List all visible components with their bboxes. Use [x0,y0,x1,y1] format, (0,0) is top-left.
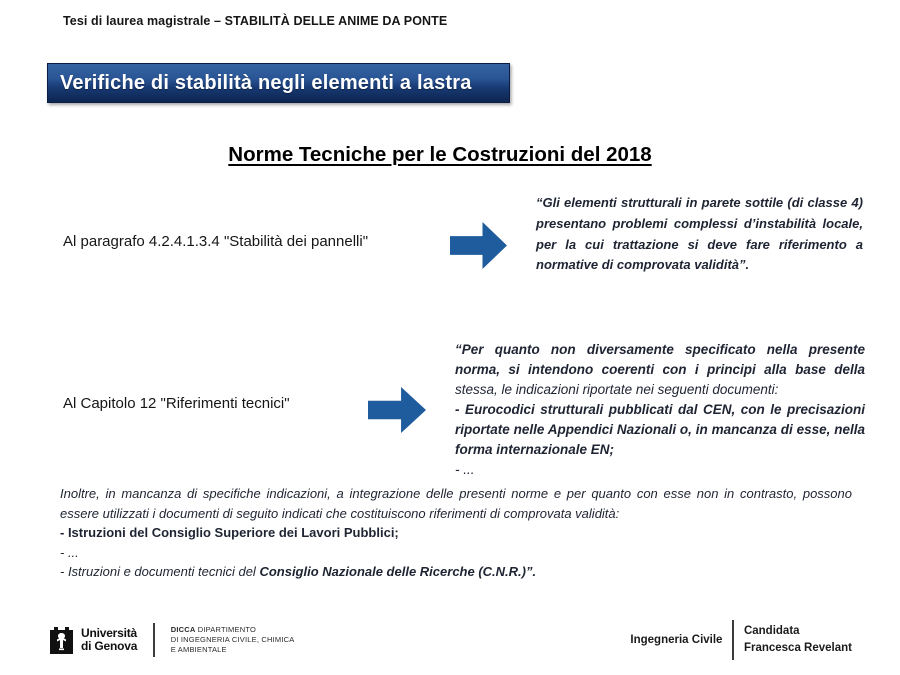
section-banner [47,63,510,103]
thesis-header: Tesi di laurea magistrale – STABILITÀ DELLE ANIME DA PONTE [63,14,448,28]
additional-note [60,484,852,582]
candidate-info: Candidata Francesca Revelant [743,624,852,654]
footer-divider [732,620,734,660]
section-banner-title: Verifiche di stabilità negli elementi a lastra [60,71,472,94]
slide-footer [0,615,900,675]
university-name: Università di Genova [81,625,138,653]
note-bullet-cnr: - Istruzioni e documenti tecnici del Consiglio Nazionale delle Ricerche (C.N.R.)”. [60,564,537,579]
right-arrow-icon [450,222,507,269]
note-intro: Inoltre, in mancanza di specifiche indicazioni, a integrazione delle presenti norme e per quanto con esse non in contrasto, possono essere utilizzati i documenti di seguito indicati che costituiscono riferimenti di comprovata validità: [60,486,852,521]
unige-griffin-logo-icon [50,627,73,654]
slide-title: Norme Tecniche per le Costruzioni del 2018 [228,143,652,166]
department-name: DICCA DIPARTIMENTO DI INGEGNERIA CIVILE, CHIMICA E AMBIENTALE [170,625,295,654]
footer-divider [153,623,155,657]
course-name: Ingegneria Civile [630,634,723,646]
footer-candidate-block [630,620,852,660]
quote-bullet-eurocodici: - Eurocodici strutturali pubblicati dal CEN, con le precisazioni riportate nelle Appendici Nazionali o, in mancanza di esse, nella forma internazionale EN; [455,401,865,457]
quote-bullet-ellipsis: - ... [455,461,475,477]
paragraph-reference-label: Al paragrafo 4.2.4.1.3.4 "Stabilità dei pannelli" [63,233,369,250]
footer-university-block [50,623,294,657]
quote-lead-regular: stessa, le indicazioni riportate nei seguenti documenti: [455,381,779,397]
note-bullet-consiglio-superiore: - Istruzioni del Consiglio Superiore dei Lavori Pubblici; [60,525,399,540]
note-bullet-ellipsis: - ... [60,544,79,560]
ntc-quote-panels: “Gli elementi strutturali in parete sottile (di classe 4) presentano problemi complessi d’instabilità locale, per la cui trattazione si deve fare riferimento a normative di comprovata validità”. [536,195,863,273]
quote-lead-bold: “Per quanto non diversamente specificato nella presente norma, si intendono coerenti con i principi alla base della [455,342,865,377]
chapter-reference-label: Al Capitolo 12 "Riferimenti tecnici" [63,395,290,412]
ntc-quote-references [455,340,865,480]
right-arrow-icon [368,387,426,433]
